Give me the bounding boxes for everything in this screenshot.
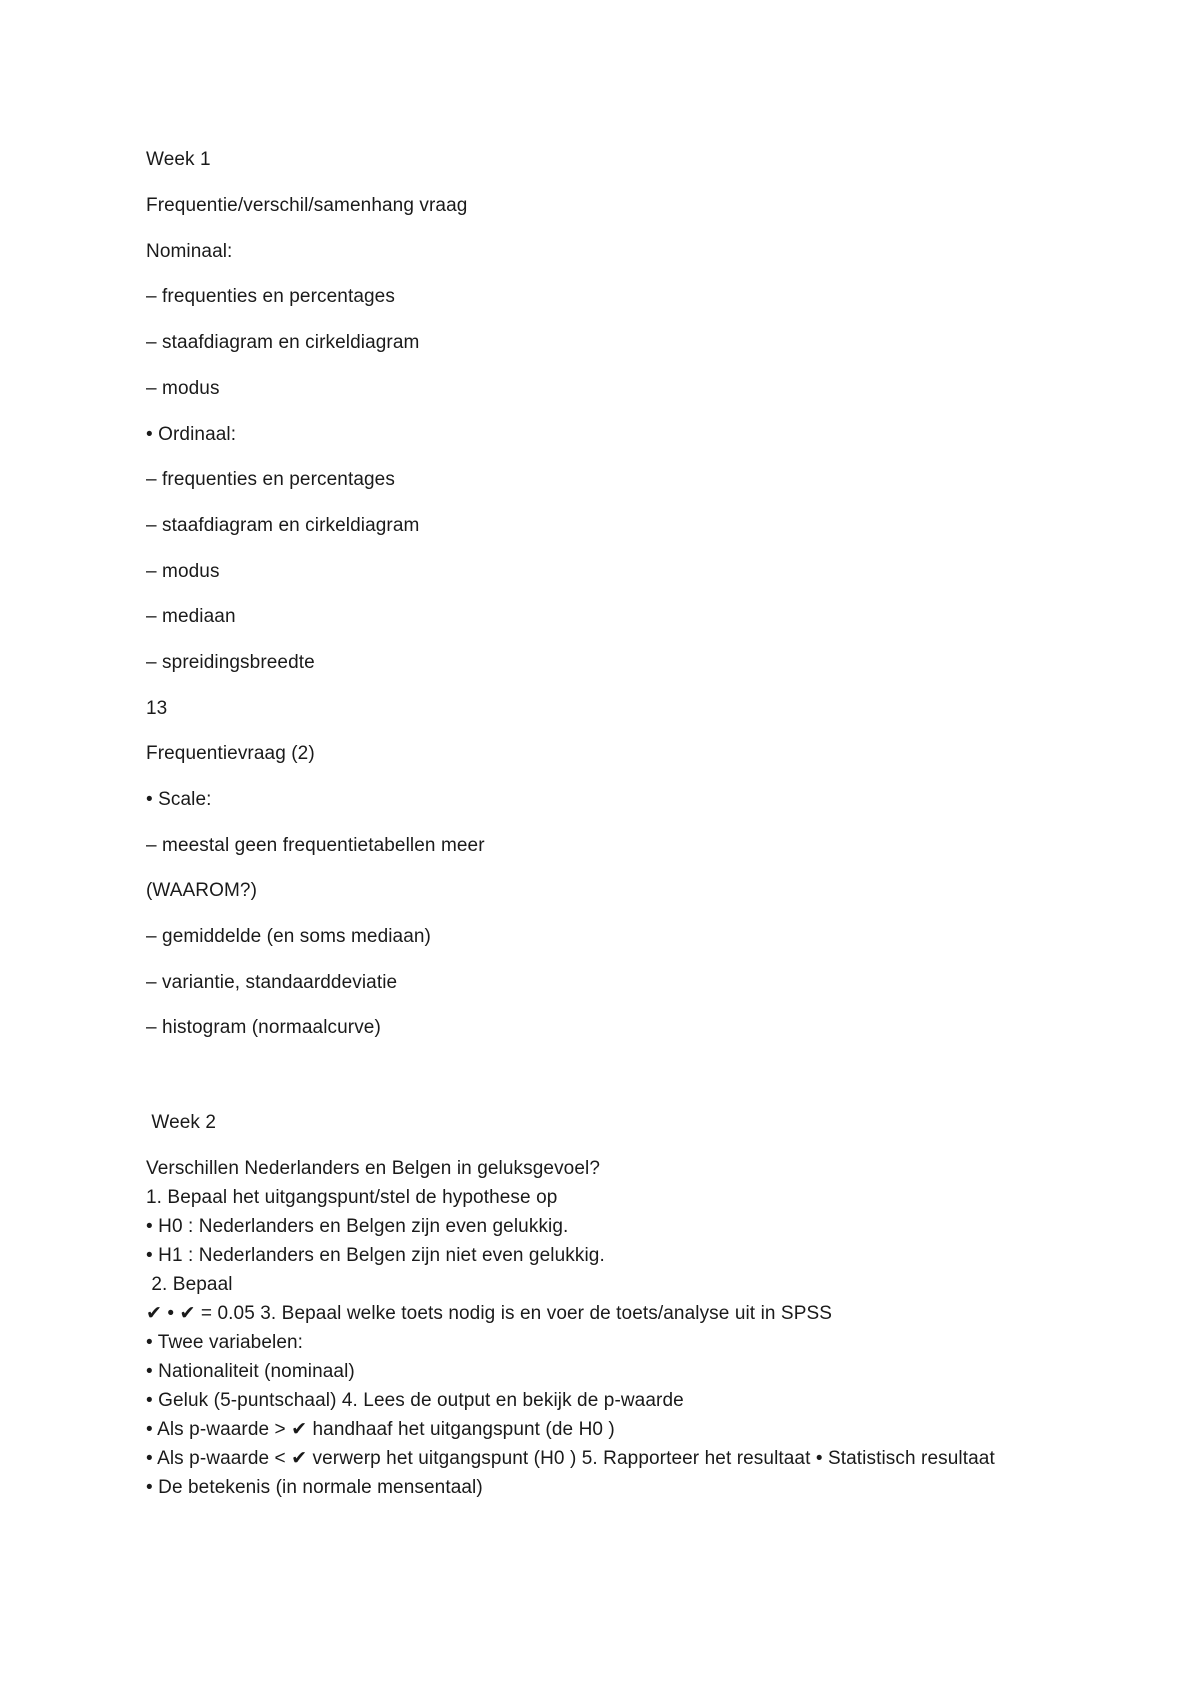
week1-list-item: – meestal geen frequentietabellen meer [146,835,485,856]
week1-page-number: 13 [146,698,168,719]
week1-list-item: – modus [146,561,220,582]
week2-list-item: • De betekenis (in normale mensentaal) [146,1477,483,1498]
week1-question-note: (WAAROM?) [146,880,258,901]
week2-list-item: • Geluk (5-puntschaal) 4. Lees de output en bekijk de p-waarde [146,1390,684,1411]
week2-hypothesis-h0: • H0 : Nederlanders en Belgen zijn even gelukkig. [146,1216,569,1237]
week1-list-item: – gemiddelde (en soms mediaan) [146,926,431,947]
week1-list-item: – spreidingsbreedte [146,652,315,673]
week1-list-item: – histogram (normaalcurve) [146,1017,381,1038]
week1-list-item: – frequenties en percentages [146,469,395,490]
week1-list-item: – variantie, standaarddeviatie [146,972,398,993]
week2-list-item: • Als p-waarde > ✔ handhaaf het uitgangspunt (de H0 ) [146,1419,615,1440]
week1-scale-heading: • Scale: [146,789,212,810]
week2-step: 2. Bepaal [146,1274,233,1295]
week2-list-item: • Nationaliteit (nominaal) [146,1361,355,1382]
week1-heading: Week 1 [146,149,211,170]
week1-list-item: – modus [146,378,220,399]
week1-frequentievraag-heading: Frequentievraag (2) [146,743,315,764]
week2-list-item: • Twee variabelen: [146,1332,304,1353]
week2-list-item: • Als p-waarde < ✔ verwerp het uitgangspunt (H0 ) 5. Rapporteer het resultaat • Statistisch resultaat [146,1448,995,1469]
week2-question: Verschillen Nederlanders en Belgen in geluksgevoel? [146,1158,601,1179]
week1-list-item: – staafdiagram en cirkeldiagram [146,332,420,353]
week2-step: ✔ • ✔ = 0.05 3. Bepaal welke toets nodig is en voer de toets/analyse uit in SPSS [146,1303,833,1324]
week2-hypothesis-h1: • H1 : Nederlanders en Belgen zijn niet even gelukkig. [146,1245,605,1266]
week1-nominaal-heading: Nominaal: [146,241,233,262]
week1-ordinaal-heading: • Ordinaal: [146,424,237,445]
week1-list-item: – staafdiagram en cirkeldiagram [146,515,420,536]
week1-question-type: Frequentie/verschil/samenhang vraag [146,195,468,216]
week2-step: 1. Bepaal het uitgangspunt/stel de hypothese op [146,1187,558,1208]
week1-list-item: – frequenties en percentages [146,286,395,307]
week2-heading: Week 2 [146,1112,217,1133]
week1-list-item: – mediaan [146,606,236,627]
